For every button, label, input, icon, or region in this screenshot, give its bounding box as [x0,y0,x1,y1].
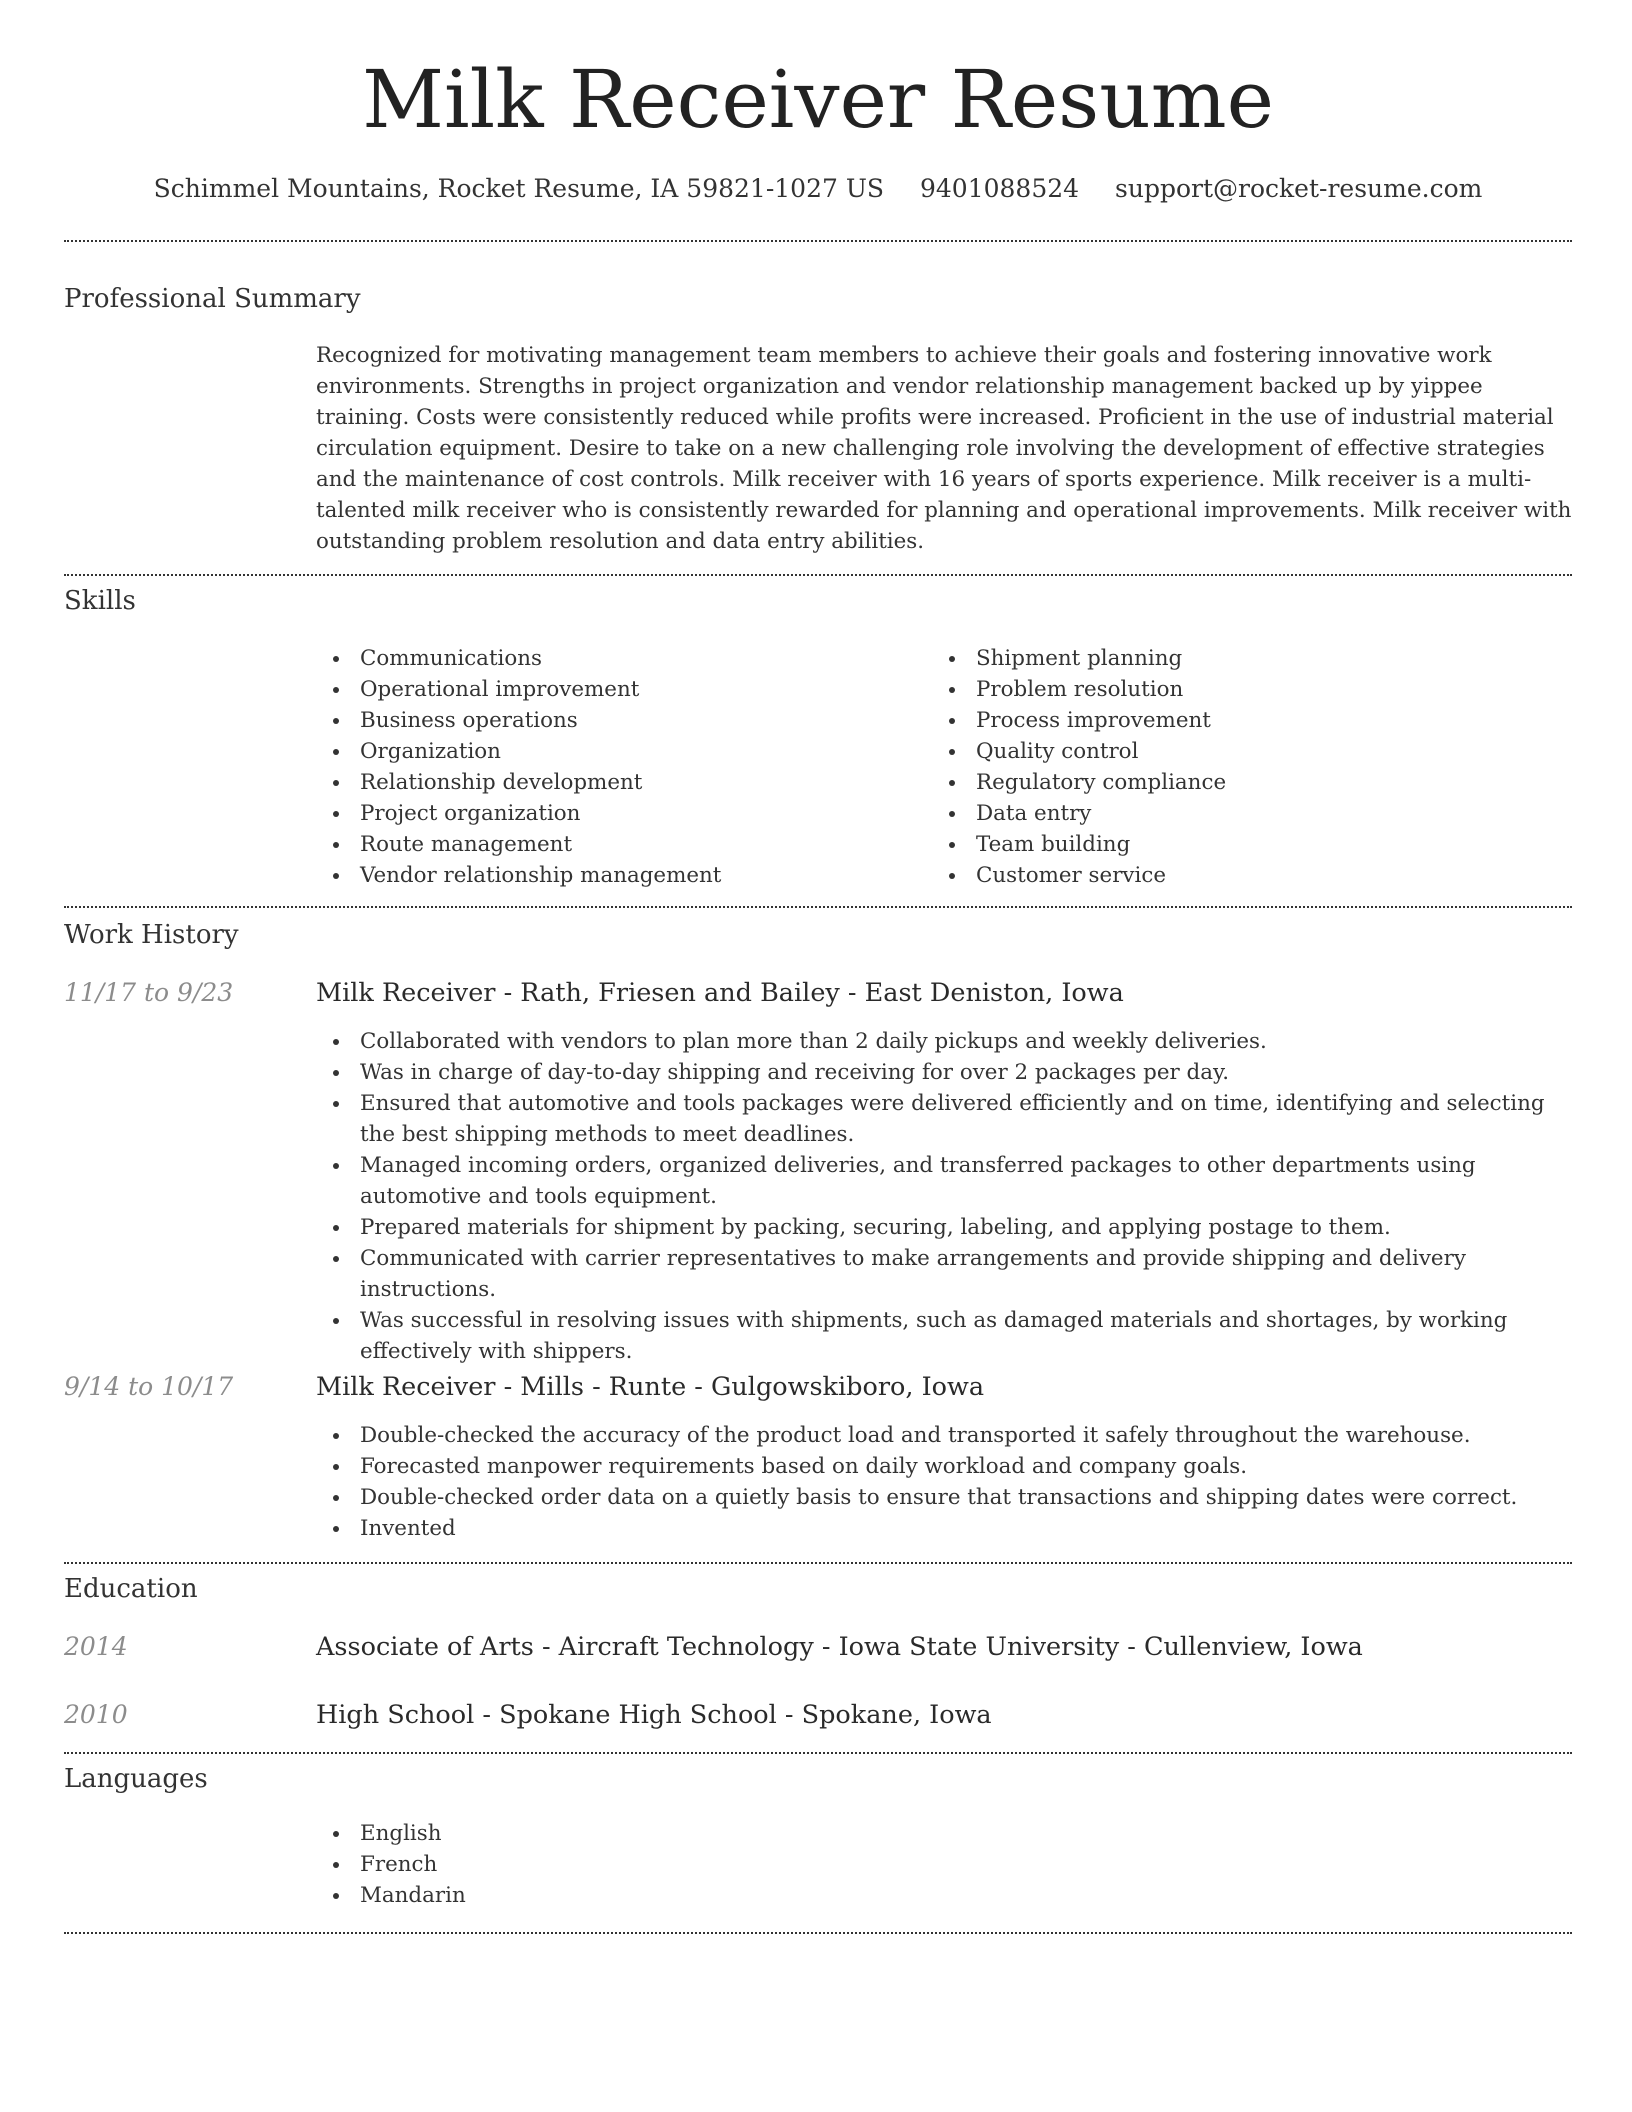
job-bullet: Double-checked the accuracy of the product load and transported it safely throughout the warehouse. [316,1420,1572,1451]
skill-item: Vendor relationship management [316,860,916,891]
skill-item: Route management [316,829,916,860]
job-bullets [316,1026,1572,1367]
section-title-summary: Professional Summary [64,284,361,314]
skill-item: Data entry [932,798,1532,829]
divider [64,1562,1572,1564]
section-title-languages: Languages [64,1764,208,1794]
education-title: High School - Spokane High School - Spokane, Iowa [316,1700,992,1730]
skills-list-left [316,643,916,891]
skill-item: Shipment planning [932,643,1532,674]
job-dates: 11/17 to 9/23 [64,978,234,1007]
skill-item: Quality control [932,736,1532,767]
section-title-education: Education [64,1574,198,1604]
language-item: French [316,1849,916,1880]
resume-title: Milk Receiver Resume [362,53,1274,146]
skill-item: Business operations [316,705,916,736]
job-bullet: Collaborated with vendors to plan more than 2 daily pickups and weekly deliveries. [316,1026,1572,1057]
skill-item: Team building [932,829,1532,860]
job-bullet: Forecasted manpower requirements based on daily workload and company goals. [316,1451,1572,1482]
skill-item: Communications [316,643,916,674]
divider [64,240,1572,242]
job-bullets [316,1420,1572,1544]
job-title: Milk Receiver - Mills - Runte - Gulgowskiboro, Iowa [316,1372,985,1402]
education-year: 2010 [64,1700,128,1729]
summary-text: Recognized for motivating management team members to achieve their goals and fostering innovative work environments. Strengths in project organization and vendor relationship management backed up by yippee training. Costs were consistently reduced while profits were increased. Proficient in the use of industrial material circulation equipment. Desire to take on a new challenging role involving the development of effective strategies and the maintenance of cost controls. Milk receiver with 16 years of sports experience. Milk receiver is a multi-talented milk receiver who is consistently rewarded for planning and operational improvements. Milk receiver with outstanding problem resolution and data entry abilities. [316,343,1572,554]
section-title-skills: Skills [64,586,136,616]
job-bullet: Was successful in resolving issues with shipments, such as damaged materials and shortages, by working effectively with shippers. [316,1305,1572,1367]
languages-list [316,1818,916,1911]
job-bullet: Invented [316,1513,1572,1544]
contact-email: support@rocket-resume.com [1115,174,1483,203]
job-bullet: Communicated with carrier representatives to make arrangements and provide shipping and delivery instructions. [316,1243,1572,1305]
skill-item: Organization [316,736,916,767]
divider [64,574,1572,576]
contact-address: Schimmel Mountains, Rocket Resume, IA 59821-1027 US [153,174,885,203]
skills-list-right [932,643,1532,891]
job-bullet: Prepared materials for shipment by packing, securing, labeling, and applying postage to them. [316,1212,1572,1243]
job-bullet: Double-checked order data on a quietly basis to ensure that transactions and shipping dates were correct. [316,1482,1572,1513]
divider [64,906,1572,908]
job-title: Milk Receiver - Rath, Friesen and Bailey - East Deniston, Iowa [316,978,1124,1008]
skill-item: Process improvement [932,705,1532,736]
contact-line [64,172,1572,206]
education-year: 2014 [64,1632,128,1661]
skill-item: Customer service [932,860,1532,891]
skill-item: Problem resolution [932,674,1532,705]
divider [64,1752,1572,1754]
language-item: English [316,1818,916,1849]
job-bullet: Ensured that automotive and tools packages were delivered efficiently and on time, identifying and selecting the best shipping methods to meet deadlines. [316,1088,1572,1150]
job-dates: 9/14 to 10/17 [64,1372,234,1401]
skill-item: Regulatory compliance [932,767,1532,798]
education-title: Associate of Arts - Aircraft Technology - Iowa State University - Cullenview, Iowa [316,1632,1363,1662]
section-title-work-history: Work History [64,920,239,950]
contact-phone: 9401088524 [920,174,1080,203]
language-item: Mandarin [316,1880,916,1911]
skill-item: Relationship development [316,767,916,798]
job-bullet: Managed incoming orders, organized deliveries, and transferred packages to other departments using automotive and tools equipment. [316,1150,1572,1212]
divider [64,1932,1572,1934]
skill-item: Operational improvement [316,674,916,705]
job-bullet: Was in charge of day-to-day shipping and receiving for over 2 packages per day. [316,1057,1572,1088]
skill-item: Project organization [316,798,916,829]
